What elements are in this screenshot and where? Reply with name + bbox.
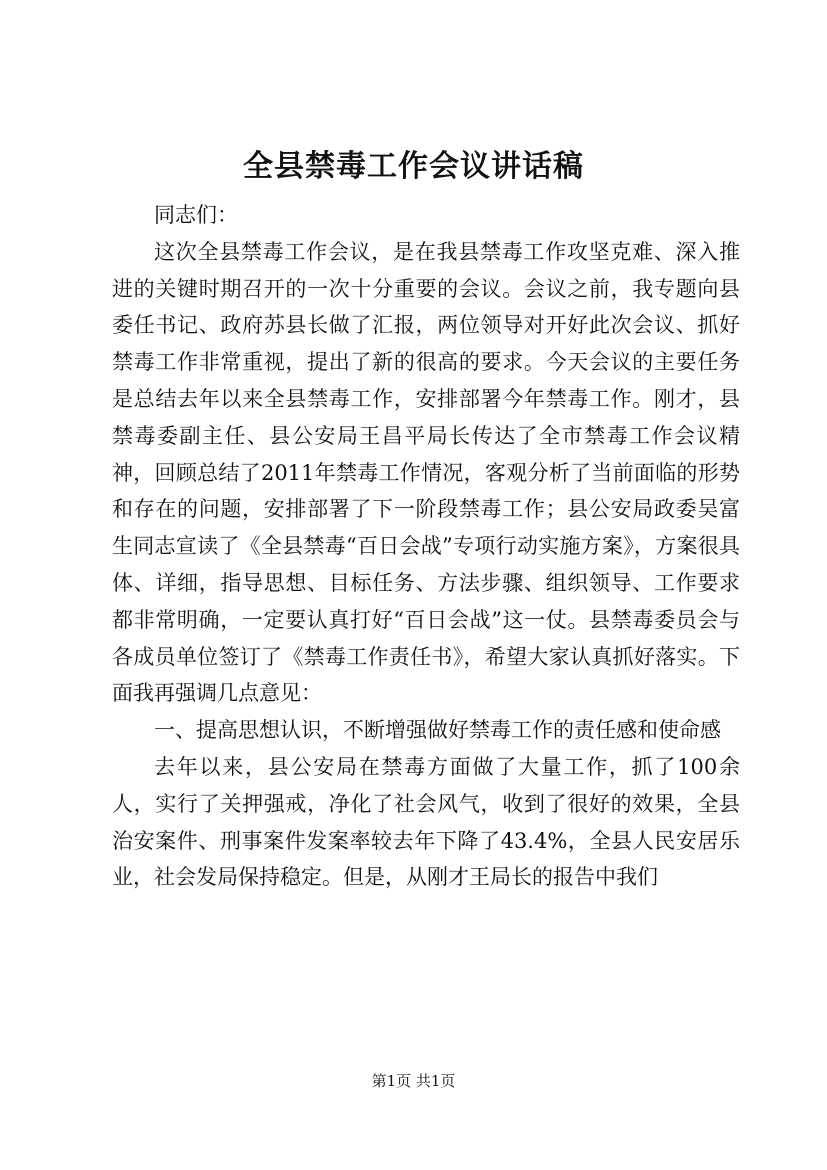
paragraph-intro: 这次全县禁毒工作会议，是在我县禁毒工作攻坚克难、深入推进的关键时期召开的一次十分重要的会议。会议之前，我专题向县委任书记、政府苏县长做了汇报，两位领导对开好此次会议、抓好禁毒工作非常重视，提出了新的很高的要求。今天会议的主要任务是总结去年以来全县禁毒工作，安排部署今年禁毒工作。刚才，县禁毒委副主任、县公安局王昌平局长传达了全市禁毒工作会议精神，回顾总结了2011年禁毒工作情况，客观分析了当前面临的形势和存在的问题，安排部署了下一阶段禁毒工作；县公安局政委吴富生同志宣读了《全县禁毒“百日会战”专项行动实施方案》，方案很具体、详细，指导思想、目标任务、方法步骤、组织领导、工作要求都非常明确，一定要认真打好“百日会战”这一仗。县禁毒委员会与各成员单位签订了《禁毒工作责任书》，希望大家认真抓好落实。下面我再强调几点意见： — [112, 239, 740, 706]
section-heading-1: 一、提高思想认识，不断增强做好禁毒工作的责任感和使命感 — [154, 718, 721, 743]
document-body — [112, 197, 740, 896]
salutation: 同志们： — [154, 203, 238, 227]
paragraph-section-1: 去年以来，县公安局在禁毒方面做了大量工作，抓了100余人，实行了关押强戒，净化了社会风气，收到了很好的效果，全县治安案件、刑事案件发案率较去年下降了43.4%，全县人民安居乐业，社会发局保持稳定。但是，从刚才王局长的报告中我们 — [112, 754, 740, 890]
document-title: 全县禁毒工作会议讲话稿 — [243, 149, 584, 184]
page-footer: 第1页 共1页 — [371, 1072, 456, 1090]
